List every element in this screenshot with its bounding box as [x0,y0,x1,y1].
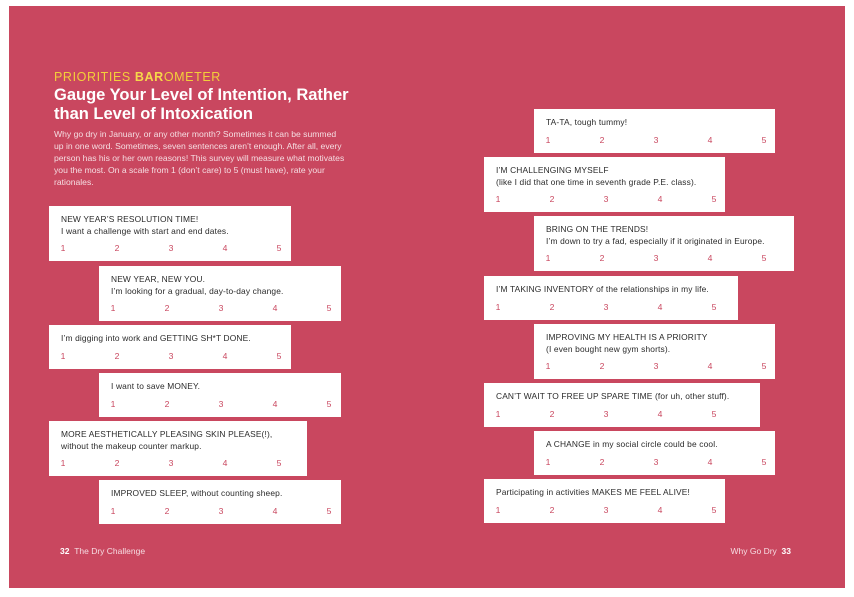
rating-option[interactable]: 4 [272,303,278,313]
section-kicker: PRIORITIES BAROMETER [54,70,221,84]
rating-option[interactable]: 5 [326,506,332,516]
footer-right: Why Go Dry 33 [730,546,791,556]
survey-card [484,276,738,320]
rating-option[interactable]: 3 [653,135,659,145]
survey-statement: TA-TA, tough tummy! [546,117,628,127]
survey-statement: (I even bought new gym shorts). [546,344,671,354]
survey-statement: NEW YEAR, NEW YOU. [111,274,206,284]
survey-statement: I want a challenge with start and end dates. [61,226,229,236]
rating-option[interactable]: 3 [653,253,659,263]
rating-option[interactable]: 2 [164,399,170,409]
rating-option[interactable]: 3 [168,458,174,468]
rating-option[interactable]: 4 [707,253,713,263]
survey-card [484,479,725,523]
rating-option[interactable]: 3 [168,243,174,253]
survey-statement: A CHANGE in my social circle could be cool. [546,439,718,449]
survey-statement: I’M TAKING INVENTORY of the relationships in my life. [496,284,709,294]
footer-left: 32 The Dry Challenge [60,546,146,556]
rating-option[interactable]: 5 [711,505,717,515]
survey-card [484,157,725,212]
rating-option[interactable]: 4 [657,409,663,419]
rating-option[interactable]: 1 [545,135,551,145]
rating-option[interactable]: 1 [495,302,501,312]
rating-option[interactable]: 4 [272,399,278,409]
survey-statement: MORE AESTHETICALLY PLEASING SKIN PLEASE(!), [61,429,273,439]
rating-option[interactable]: 1 [495,505,501,515]
rating-option[interactable]: 4 [707,457,713,467]
rating-option[interactable]: 2 [599,135,605,145]
rating-option[interactable]: 4 [707,361,713,371]
rating-option[interactable]: 3 [653,457,659,467]
rating-option[interactable]: 4 [657,505,663,515]
survey-statement: BRING ON THE TRENDS! [546,224,649,234]
rating-option[interactable]: 1 [110,399,116,409]
rating-option[interactable]: 4 [657,194,663,204]
rating-option[interactable]: 5 [761,457,767,467]
rating-option[interactable]: 2 [549,409,555,419]
rating-option[interactable]: 5 [326,399,332,409]
rating-option[interactable]: 5 [276,351,282,361]
survey-statement: Participating in activities MAKES ME FEEL ALIVE! [496,487,691,497]
survey-statement: I want to save MONEY. [111,381,201,391]
rating-option[interactable]: 2 [114,243,120,253]
survey-card [534,109,775,153]
survey-statement: IMPROVING MY HEALTH IS A PRIORITY [546,332,708,342]
rating-option[interactable]: 5 [761,135,767,145]
survey-statement: I’m digging into work and GETTING SH*T DONE. [61,333,251,343]
rating-option[interactable]: 4 [707,135,713,145]
rating-option[interactable]: 4 [222,458,228,468]
rating-option[interactable]: 4 [222,243,228,253]
rating-option[interactable]: 3 [168,351,174,361]
rating-option[interactable]: 2 [549,194,555,204]
rating-option[interactable]: 3 [218,303,224,313]
rating-option[interactable]: 1 [60,243,66,253]
survey-statement: NEW YEAR’S RESOLUTION TIME! [61,214,199,224]
rating-option[interactable]: 5 [761,361,767,371]
rating-option[interactable]: 5 [711,409,717,419]
intro-paragraph: Why go dry in January, or any other month? Sometimes it can be summed up in one word. Sometimes, seven sentences aren’t enough. After all, every person has his or her own reasons! This survey will measure what motivates you the most. On a scale from 1 (don’t care) to 5 (must have), rate your rationales. [54,129,345,188]
rating-option[interactable]: 1 [110,506,116,516]
survey-card [99,266,341,321]
rating-option[interactable]: 1 [60,351,66,361]
survey-card [484,383,760,427]
survey-statement: I’m looking for a gradual, day-to-day change. [111,286,284,296]
rating-option[interactable]: 1 [545,457,551,467]
rating-option[interactable]: 3 [603,505,609,515]
rating-option[interactable]: 2 [599,361,605,371]
survey-statement: (like I did that one time in seventh grade P.E. class). [496,177,697,187]
rating-option[interactable]: 4 [222,351,228,361]
rating-option[interactable]: 1 [545,361,551,371]
rating-option[interactable]: 3 [218,399,224,409]
rating-option[interactable]: 3 [218,506,224,516]
survey-card [99,373,341,417]
rating-option[interactable]: 1 [495,194,501,204]
rating-option[interactable]: 1 [60,458,66,468]
rating-option[interactable]: 5 [711,302,717,312]
survey-card [49,421,307,476]
rating-option[interactable]: 5 [711,194,717,204]
survey-statement: without the makeup counter markup. [61,441,202,451]
page-headline: Gauge Your Level of Intention, Rather than Level of Intoxication [54,86,349,123]
rating-option[interactable]: 5 [276,458,282,468]
rating-option[interactable]: 3 [603,409,609,419]
rating-option[interactable]: 3 [603,302,609,312]
rating-option[interactable]: 4 [657,302,663,312]
rating-option[interactable]: 2 [114,351,120,361]
survey-card [534,216,794,271]
rating-option[interactable]: 5 [276,243,282,253]
survey-card [49,206,291,261]
rating-option[interactable]: 2 [549,302,555,312]
survey-card [534,324,775,379]
survey-statement: I’m down to try a fad, especially if it originated in Europe. [546,236,765,246]
rating-option[interactable]: 5 [761,253,767,263]
rating-option[interactable]: 3 [603,194,609,204]
rating-option[interactable]: 2 [114,458,120,468]
rating-option[interactable]: 2 [164,303,170,313]
rating-option[interactable]: 2 [599,253,605,263]
survey-card [99,480,341,524]
survey-statement: IMPROVED SLEEP, without counting sheep. [111,488,283,498]
rating-option[interactable]: 2 [549,505,555,515]
survey-card [534,431,775,475]
rating-option[interactable]: 1 [110,303,116,313]
survey-card [49,325,291,369]
rating-option[interactable]: 1 [495,409,501,419]
rating-option[interactable]: 3 [653,361,659,371]
rating-option[interactable]: 4 [272,506,278,516]
rating-option[interactable]: 5 [326,303,332,313]
rating-option[interactable]: 2 [164,506,170,516]
rating-option[interactable]: 1 [545,253,551,263]
rating-option[interactable]: 2 [599,457,605,467]
survey-statement: I’M CHALLENGING MYSELF [496,165,609,175]
survey-statement: CAN’T WAIT TO FREE UP SPARE TIME (for uh, other stuff). [496,391,730,401]
